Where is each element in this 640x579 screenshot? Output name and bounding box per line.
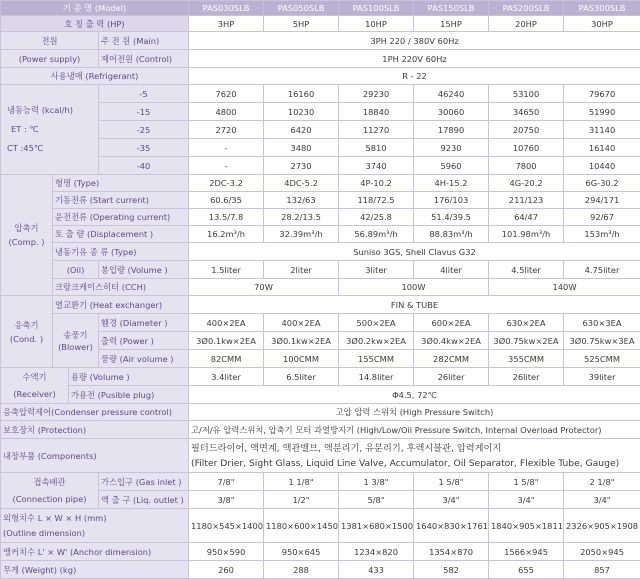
comp-type-value: 4H-15.2 [414, 175, 489, 192]
anchor-value: 950×590 [189, 543, 264, 561]
comp-op-value: 92/67 [564, 209, 640, 226]
power-control-row [1, 50, 640, 68]
hx-row [1, 296, 640, 314]
air-volume-label: 풍량 (Air volume ) [99, 350, 189, 368]
gas-inlet-value: 1 3/8" [339, 473, 414, 491]
oil-volume-value: 2liter [264, 261, 339, 279]
gas-inlet-value: 1 5/8" [489, 473, 564, 491]
blower-power-value: 3Ø0.2kw×2EA [339, 332, 414, 350]
receiver-vol-value: 3.4liter [189, 368, 264, 386]
disp-unit: m³/h [453, 229, 472, 239]
model-label: 기 종 명 (Model) [1, 1, 189, 16]
evap-temp: -15 [99, 103, 189, 121]
cooling-value: 3480 [264, 139, 339, 157]
refrigerant-value: R - 22 [189, 68, 640, 85]
outline-value: 1180×600×1450 [264, 509, 339, 543]
blower-power-label: 출력 (Power ) [99, 332, 189, 350]
dia-value: 630×2EA [489, 314, 564, 332]
comp-start-value: 211/123 [489, 192, 564, 209]
comp-start-value: 132/63 [264, 192, 339, 209]
cooling-value: 10230 [264, 103, 339, 121]
model-name: PAS100SLB [339, 1, 414, 16]
air-volume-value: 282CMM [414, 350, 489, 368]
hp-value: 30HP [564, 16, 640, 32]
comp-op-value: 64/47 [489, 209, 564, 226]
anchor-value: 2050×945 [564, 543, 640, 561]
disp-number: 56.89 [354, 229, 378, 239]
outline-value: 1840×905×1811 [489, 509, 564, 543]
dia-value: 400×2EA [189, 314, 264, 332]
hp-value: 3HP [189, 16, 264, 32]
disp-unit: m³/h [600, 229, 619, 239]
disp-unit: m³/h [226, 229, 245, 239]
weight-value: 857 [564, 561, 640, 579]
cooling-value: - [189, 139, 264, 157]
comp-op-value: 28.2/13.5 [264, 209, 339, 226]
cooling-value: 7800 [489, 157, 564, 175]
power-main-value: 3PH 220 / 380V 60Hz [189, 32, 640, 50]
weight-value: 582 [414, 561, 489, 579]
evap-temp: -25 [99, 121, 189, 139]
refrigerant-label: 사용냉매 (Refrigerant) [1, 68, 189, 85]
hp-row [1, 16, 640, 32]
comp-disp-label: 토 출 량 (Displacement ) [53, 226, 189, 243]
outline-label-1: 외형치수 L × W × H (mm) [3, 511, 186, 526]
comp-op-value: 51.4/39.5 [414, 209, 489, 226]
weight-label: 무게 (Weight) (kg) [1, 561, 189, 579]
oil-volume-value: 4.5liter [489, 261, 564, 279]
weight-value: 260 [189, 561, 264, 579]
disp-number: 16.2 [207, 229, 225, 239]
plug-value: Φ4.5, 72℃ [189, 386, 640, 404]
comp-type-value: 4G-20.2 [489, 175, 564, 192]
pipe-label-2: (Connection pipe) [3, 491, 96, 508]
weight-value: 288 [264, 561, 339, 579]
receiver-vol-value: 39liter [564, 368, 640, 386]
comp-disp-value [564, 226, 640, 243]
anchor-value: 1354×870 [414, 543, 489, 561]
air-volume-value: 100CMM [264, 350, 339, 368]
power-control-value: 1PH 220V 60Hz [189, 50, 640, 68]
cooling-value: 20750 [489, 121, 564, 139]
weight-value: 655 [489, 561, 564, 579]
receiver-vol-value: 6.5liter [264, 368, 339, 386]
liq-outlet-value: 3/4" [564, 491, 640, 509]
hp-value: 5HP [264, 16, 339, 32]
compressor-label [1, 175, 53, 296]
components-label: 내장부품 (Components) [1, 439, 189, 473]
comp-disp-value [264, 226, 339, 243]
comp-disp-value [189, 226, 264, 243]
cooling-value: 5810 [339, 139, 414, 157]
anchor-value: 950×645 [264, 543, 339, 561]
cooling-value: 79670 [564, 85, 640, 103]
cooling-row [1, 85, 640, 103]
disp-number: 88.83 [429, 229, 453, 239]
compressor-label-1: 압축기 [3, 221, 50, 235]
cooling-value: 31140 [564, 121, 640, 139]
cooling-value: 18840 [339, 103, 414, 121]
receiver-label-2: (Receiver) [3, 386, 66, 403]
cooling-value: 7620 [189, 85, 264, 103]
receiver-vol-value: 26liter [489, 368, 564, 386]
cooling-label-2: ET : ℃ [7, 120, 96, 139]
dia-value: 630×3EA [564, 314, 640, 332]
cooling-value: 11270 [339, 121, 414, 139]
model-name: PAS150SLB [414, 1, 489, 16]
oil-volume-label: 봉입량 (Volume ) [99, 261, 189, 279]
model-name: PAS030SLB [189, 1, 264, 16]
gas-inlet-label: 가스입구 (Gas inlet ) [99, 473, 189, 491]
cooling-value: 6420 [264, 121, 339, 139]
cooling-value: 51990 [564, 103, 640, 121]
liq-outlet-value: 5/8" [339, 491, 414, 509]
cooling-value: 16160 [264, 85, 339, 103]
cooling-value: 2730 [264, 157, 339, 175]
oil-volume-value: 1.5liter [189, 261, 264, 279]
liq-outlet-label: 액 출 구 (Liq. outlet ) [99, 491, 189, 509]
gas-inlet-row [1, 473, 640, 491]
cond-control-label: 응축압력제어(Condenser pressure control) [1, 404, 189, 421]
cch-value: 140W [489, 279, 640, 296]
blower-power-value: 3Ø0.1kw×2EA [189, 332, 264, 350]
cooling-value: 16140 [564, 139, 640, 157]
cond-control-value: 고압 압력 스위치 (High Pressure Switch) [189, 404, 640, 421]
cooling-value: 4800 [189, 103, 264, 121]
outline-value: 1180×545×1400 [189, 509, 264, 543]
comp-start-value: 176/103 [414, 192, 489, 209]
cooling-value: 10760 [489, 139, 564, 157]
components-value-1: 필터드라이어, 액면계, 액관밸브, 액분리기, 유분리기, 후렉시블관, 압력게이지 [191, 441, 638, 456]
comp-start-value: 60.6/35 [189, 192, 264, 209]
liq-outlet-value: 1/2" [264, 491, 339, 509]
dia-value: 500×2EA [339, 314, 414, 332]
gas-inlet-value: 7/8" [189, 473, 264, 491]
blower-power-value: 3Ø0.75kw×3EA [564, 332, 640, 350]
outline-value: 1381×680×1500 [339, 509, 414, 543]
receiver-label [1, 368, 69, 404]
blower-label [53, 314, 99, 368]
comp-op-label: 운전전류 (Operating current) [53, 209, 189, 226]
oil-volume-value: 3liter [339, 261, 414, 279]
model-name: PAS200SLB [489, 1, 564, 16]
cch-label: 크랑크케이스히터 (CCH) [53, 279, 189, 296]
disp-number: 153 [584, 229, 600, 239]
hx-value: FIN & TUBE [189, 296, 640, 314]
comp-disp-row [1, 226, 640, 243]
plug-label: 가용전 (Pusible plug) [69, 386, 189, 404]
disp-number: 32.39 [279, 229, 303, 239]
refrigerant-row [1, 68, 640, 85]
blower-label-2: (Blower) [55, 341, 96, 353]
air-volume-value: 355CMM [489, 350, 564, 368]
cooling-label-1: 냉동능력 (kcal/h) [7, 101, 96, 120]
outline-label-2: (Outline dimension) [3, 526, 186, 541]
comp-disp-value [339, 226, 414, 243]
outline-label [1, 509, 189, 543]
cooling-value: 5960 [414, 157, 489, 175]
comp-op-value: 42/25.8 [339, 209, 414, 226]
hx-label: 열교환기 (Heat exchanger) [53, 296, 189, 314]
hp-value: 15HP [414, 16, 489, 32]
liq-outlet-value: 3/4" [414, 491, 489, 509]
blower-power-value: 3Ø0.1kw×2EA [264, 332, 339, 350]
receiver-vol-label: 용량 (Volume ) [69, 368, 189, 386]
cooling-value: 17890 [414, 121, 489, 139]
evap-temp: -40 [99, 157, 189, 175]
outline-value: 2326×905×1908 [564, 509, 640, 543]
evap-temp: -35 [99, 139, 189, 157]
blower-dia-row [1, 314, 640, 332]
comp-start-value: 294/171 [564, 192, 640, 209]
disp-unit: m³/h [378, 229, 397, 239]
protection-row [1, 421, 640, 439]
cooling-value: 46240 [414, 85, 489, 103]
oil-sub-label: (Oil) [53, 261, 99, 279]
comp-type-label: 형명 (Type) [53, 175, 189, 192]
dia-value: 600×2EA [414, 314, 489, 332]
comp-disp-value [414, 226, 489, 243]
oil-volume-value: 4.75liter [564, 261, 640, 279]
cooling-value: 3740 [339, 157, 414, 175]
liq-outlet-value: 3/4" [489, 491, 564, 509]
cooling-value: 30060 [414, 103, 489, 121]
blower-label-1: 송풍기 [55, 329, 96, 341]
comp-type-row [1, 175, 640, 192]
model-row [1, 1, 640, 16]
dia-label: 휀경 (Diameter ) [99, 314, 189, 332]
outline-row [1, 509, 640, 543]
comp-type-value: 2DC-3.2 [189, 175, 264, 192]
components-row [1, 439, 640, 473]
receiver-vol-row [1, 368, 640, 386]
cooling-label-3: CT :45℃ [7, 139, 96, 158]
oil-type-label: 냉동기유 종 류 (Type) [53, 243, 189, 261]
power-main-label: 주 전 원 (Main) [99, 32, 189, 50]
comp-op-row [1, 209, 640, 226]
gas-inlet-value: 1 1/8" [264, 473, 339, 491]
cooling-value: 10440 [564, 157, 640, 175]
evap-temp: -5 [99, 85, 189, 103]
anchor-value: 1566×945 [489, 543, 564, 561]
hp-value: 10HP [339, 16, 414, 32]
disp-unit: m³/h [531, 229, 550, 239]
air-volume-value: 155CMM [339, 350, 414, 368]
comp-start-value: 118/72.5 [339, 192, 414, 209]
components-value [189, 439, 640, 473]
condenser-label [1, 296, 53, 368]
comp-start-label: 기동전류 (Start current) [53, 192, 189, 209]
receiver-vol-value: 26liter [414, 368, 489, 386]
cooling-value: - [189, 157, 264, 175]
cooling-value: 53100 [489, 85, 564, 103]
anchor-row [1, 543, 640, 561]
oil-volume-value: 4liter [414, 261, 489, 279]
cond-control-row [1, 404, 640, 421]
protection-value: 고/저/유 압력스위치, 압축기 모터 과열방지기 (High/Low/Oil Pressure Switch, Internal Overload Protector) [189, 421, 640, 439]
receiver-vol-value: 14.8liter [339, 368, 414, 386]
anchor-label: 앵커치수 L' × W' (Anchor dimension) [1, 543, 189, 561]
comp-type-value: 6G-30.2 [564, 175, 640, 192]
oil-type-value: Suniso 3GS, Shell Clavus G32 [189, 243, 640, 261]
blower-power-value: 3Ø0.4kw×2EA [414, 332, 489, 350]
air-volume-value: 525CMM [564, 350, 640, 368]
pipe-label-1: 접속배관 [3, 474, 96, 491]
power-label-2: (Power supply) [1, 50, 99, 68]
cooling-value: 34650 [489, 103, 564, 121]
disp-number: 101.98 [502, 229, 531, 239]
condenser-label-2: (Cond. ) [3, 332, 50, 346]
disp-unit: m³/h [303, 229, 322, 239]
compressor-label-2: (Comp. ) [3, 235, 50, 249]
air-volume-value: 82CMM [189, 350, 264, 368]
pipe-label [1, 473, 99, 509]
power-main-row [1, 32, 640, 50]
receiver-label-1: 수액기 [3, 369, 66, 386]
liq-outlet-value: 3/8" [189, 491, 264, 509]
comp-op-value: 13.5/7.8 [189, 209, 264, 226]
oil-volume-row [1, 261, 640, 279]
hp-label: 호 칭 출 력 (HP) [1, 16, 189, 32]
protection-label: 보호장치 (Protection) [1, 421, 189, 439]
cch-row [1, 279, 640, 296]
dia-value: 400×2EA [264, 314, 339, 332]
comp-type-value: 4DC-5.2 [264, 175, 339, 192]
cooling-value: 9230 [414, 139, 489, 157]
plug-row [1, 386, 640, 404]
blower-power-value: 3Ø0.75kw×2EA [489, 332, 564, 350]
hp-value: 20HP [489, 16, 564, 32]
comp-start-row [1, 192, 640, 209]
model-name: PAS050SLB [264, 1, 339, 16]
condenser-label-1: 응축기 [3, 318, 50, 332]
comp-type-value: 4P-10.2 [339, 175, 414, 192]
comp-disp-value [489, 226, 564, 243]
power-control-label: 제어전원 (Control) [99, 50, 189, 68]
power-label-1: 전원 [1, 32, 99, 50]
cch-value: 100W [339, 279, 489, 296]
oil-type-row [1, 243, 640, 261]
cooling-value: 29230 [339, 85, 414, 103]
anchor-value: 1234×820 [339, 543, 414, 561]
gas-inlet-value: 2 1/8" [564, 473, 640, 491]
gas-inlet-value: 1 5/8" [414, 473, 489, 491]
cch-value: 70W [189, 279, 339, 296]
model-name: PAS300SLB [564, 1, 640, 16]
components-value-2: (Filter Drier, Sight Glass, Liquid Line Valve, Accumulator, Oil Separator, Flexible Tube, Gauge) [191, 456, 638, 471]
cooling-label [1, 85, 99, 175]
outline-value: 1640×830×1761 [414, 509, 489, 543]
weight-value: 433 [339, 561, 414, 579]
cooling-value: 2720 [189, 121, 264, 139]
